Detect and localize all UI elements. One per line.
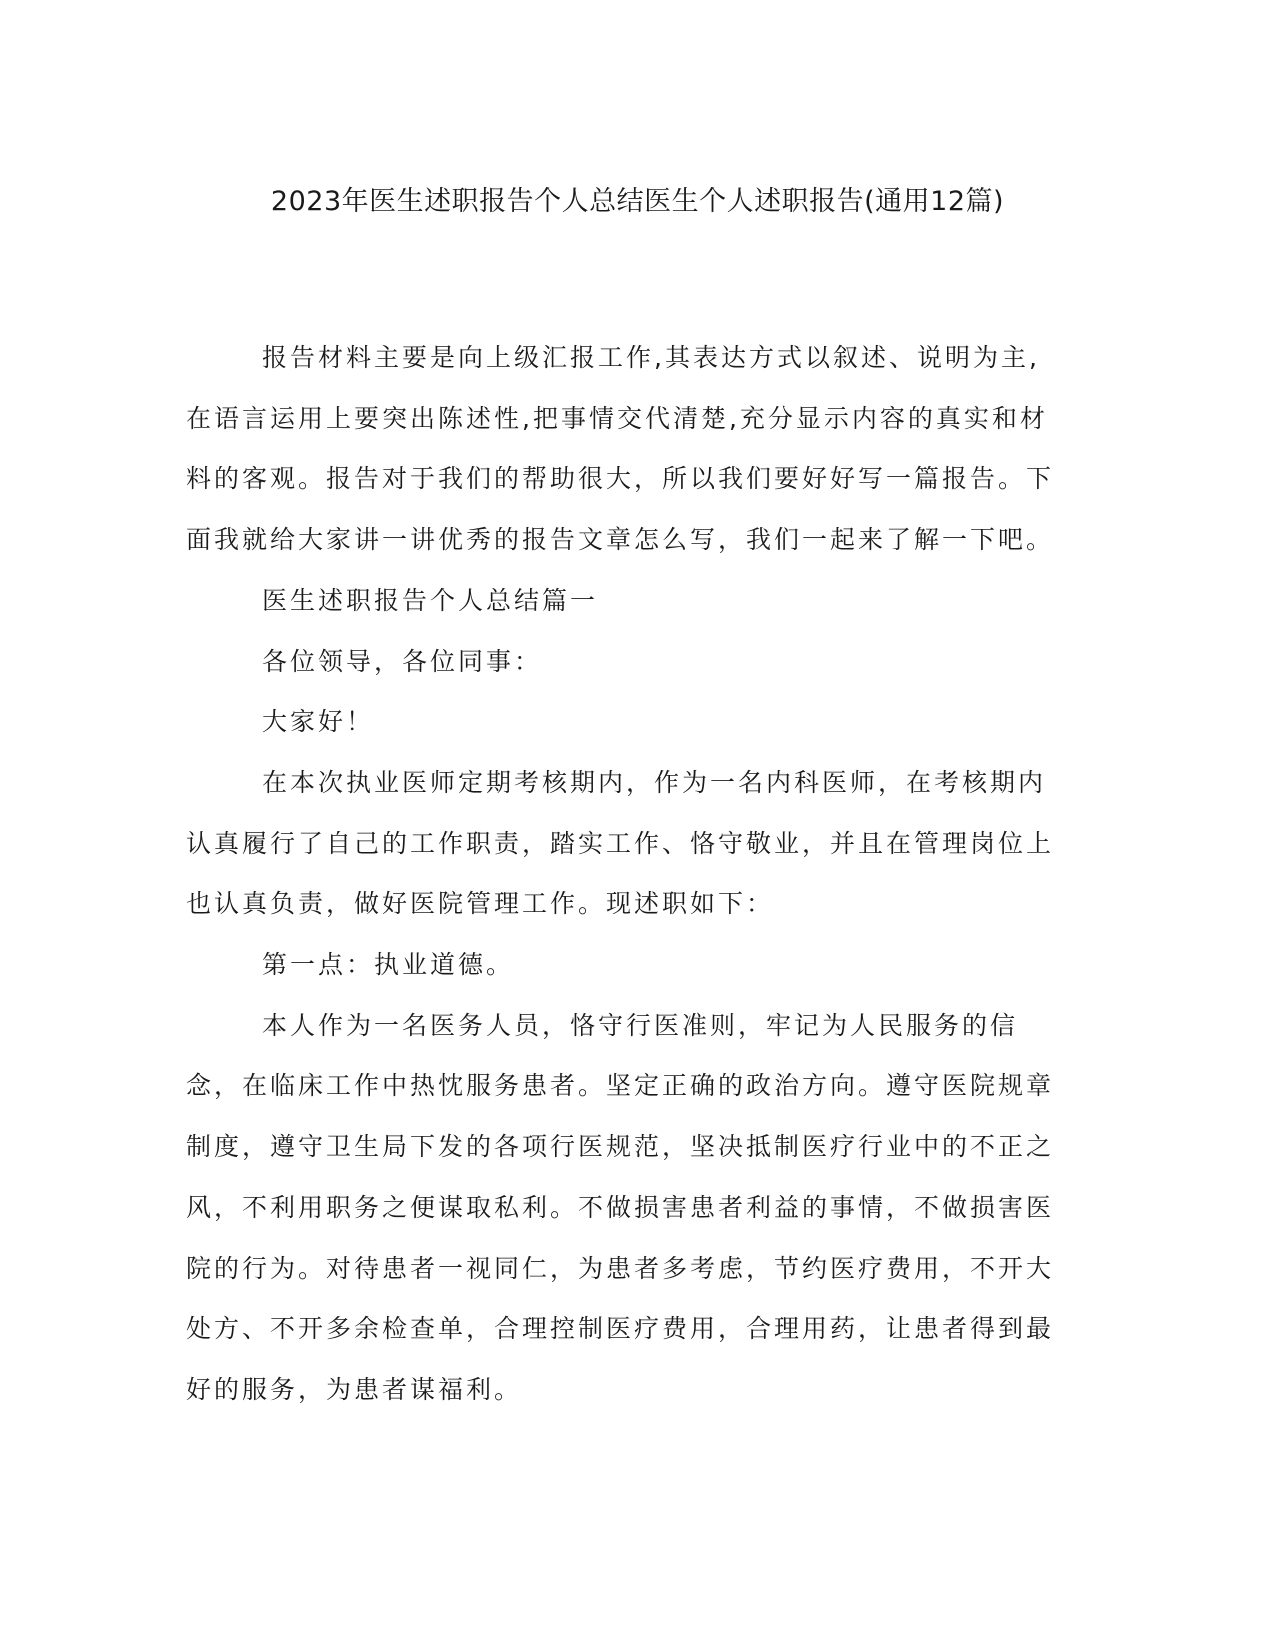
body-paragraph: 在本次执业医师定期考核期内，作为一名内科医师，在考核期内认真履行了自己的工作职责，踏实工作、恪守敬业，并且在管理岗位上也认真负责，做好医院管理工作。现述职如下： <box>186 767 1055 919</box>
body-paragraph: 本人作为一名医务人员，恪守行医准则，牢记为人民服务的信念，在临床工作中热忱服务患者。坚定正确的政治方向。遵守医院规章制度，遵守卫生局下发的各项行医规范，坚决抵制医疗行业中的不正之风，不利用职务之便谋取私利。不做损害患者利益的事情，不做损害医院的行为。对待患者一视同仁，为患者多考虑，节约医疗费用，不开大处方、不开多余检查单，合理控制医疗费用，合理用药，让患者得到最好的服务，为患者谋福利。 <box>186 1010 1055 1404</box>
salutation: 各位领导，各位同事： <box>262 646 543 676</box>
document-body <box>186 328 1066 1421</box>
point-heading: 第一点：执业道德。 <box>262 950 515 980</box>
document-title: 2023年医生述职报告个人总结医生个人述职报告(通用12篇) <box>270 186 1005 217</box>
greeting: 大家好！ <box>262 707 375 737</box>
intro-paragraph: 报告材料主要是向上级汇报工作,其表达方式以叙述、说明为主,在语言运用上要突出陈述性,把事情交代清楚,充分显示内容的真实和材料的客观。报告对于我们的帮助很大，所以我们要好好写一篇报告。下面我就给大家讲一讲优秀的报告文章怎么写，我们一起来了解一下吧。 <box>186 343 1055 555</box>
section-heading: 医生述职报告个人总结篇一 <box>262 585 599 615</box>
